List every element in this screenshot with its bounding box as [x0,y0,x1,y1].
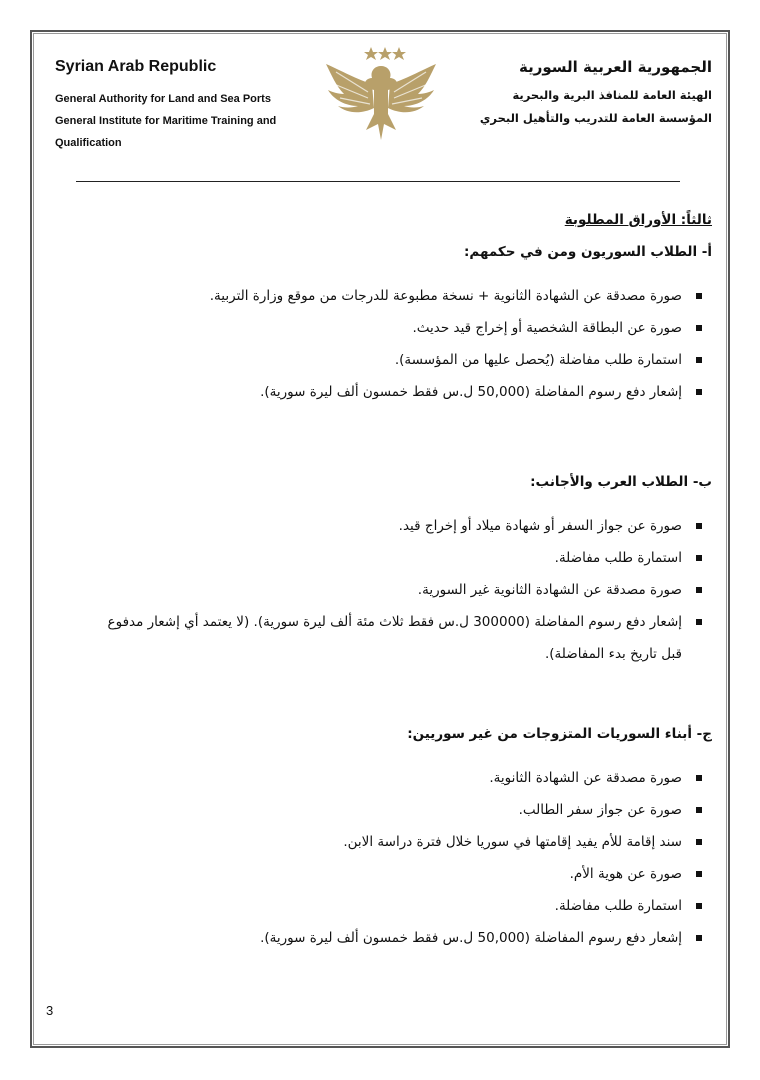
list-item-text: إشعار دفع رسوم المفاضلة (50,000 ل.س فقط خمسون ألف ليرة سورية). [260,384,682,400]
list-item-text: استمارة طلب مفاضلة. [554,550,682,566]
bullet-icon [696,587,702,593]
list-item [92,542,712,574]
list-item-text: سند إقامة للأم يفيد إقامتها في سوريا خلال فترة دراسة الابن. [343,834,682,850]
list-item [92,312,712,344]
list-syrian [92,280,712,408]
bullet-icon [696,357,702,363]
bullet-icon [696,389,702,395]
bullet-icon [696,935,702,941]
header-ar-line2: المؤسسة العامة للتدريب والتأهيل البحري [479,111,712,125]
bullet-icon [696,555,702,561]
list-item [92,344,712,376]
list-item-text: صورة عن البطاقة الشخصية أو إخراج قيد حديث. [412,320,682,336]
bullet-icon [696,619,702,625]
list-item [92,826,712,858]
list-foreign [92,510,712,670]
group-title-syrian: أ- الطلاب السوريون ومن في حكمهم: [463,244,712,260]
list-item [92,510,712,542]
section-title: ثالثاً: الأوراق المطلوبة [564,212,712,228]
list-item [92,858,712,890]
list-item-text: صورة مصدقة عن الشهادة الثانوية + نسخة مطبوعة للدرجات من موقع وزارة التربية. [209,288,682,304]
bullet-icon [696,871,702,877]
list-item-text: صورة مصدقة عن الشهادة الثانوية. [489,770,682,786]
list-item [92,890,712,922]
bullet-icon [696,807,702,813]
header-en-line2: General Institute for Maritime Training and Qualification [55,115,277,149]
header-ar-title: الجمهورية العربية السورية [519,58,712,76]
list-item [92,574,712,606]
bullet-icon [696,293,702,299]
list-item-text: استمارة طلب مفاضلة. [554,898,682,914]
list-item [92,280,712,312]
header-ar-line1: الهيئة العامة للمنافذ البرية والبحرية [512,88,712,102]
page-number: 3 [46,1003,54,1018]
list-item [92,606,712,670]
bullet-icon [696,325,702,331]
bullet-icon [696,775,702,781]
list-item-text: صورة مصدقة عن الشهادة الثانوية غير السورية. [417,582,682,598]
header-english [55,58,325,154]
list-item-text: صورة عن جواز سفر الطالب. [518,802,682,818]
document-body [92,206,712,954]
list-item-text: إشعار دفع رسوم المفاضلة (300000 ل.س فقط ثلاث مئة ألف ليرة سورية). (لا يعتمد أي إشعار مدفوع قبل تاريخ بدء المفاضلة). [107,614,682,662]
header-divider [76,181,680,182]
list-item-text: صورة عن جواز السفر أو شهادة ميلاد أو إخراج قيد. [398,518,682,534]
eagle-emblem-icon [322,44,440,148]
header-en-title: Syrian Arab Republic [55,58,217,75]
header-arabic [472,58,712,130]
group-title-foreign: ب- الطلاب العرب والأجانب: [530,474,712,490]
list-item [92,794,712,826]
list-item [92,376,712,408]
bullet-icon [696,523,702,529]
list-item-text: إشعار دفع رسوم المفاضلة (50,000 ل.س فقط خمسون ألف ليرة سورية). [260,930,682,946]
group-title-mothers: ج- أبناء السوريات المتزوجات من غير سوريين: [407,726,712,742]
bullet-icon [696,839,702,845]
header-en-line1: General Authority for Land and Sea Ports [55,93,271,105]
list-item [92,922,712,954]
list-item [92,762,712,794]
list-item-text: استمارة طلب مفاضلة (يُحصل عليها من المؤسسة). [394,352,682,368]
list-mothers [92,762,712,954]
bullet-icon [696,903,702,909]
list-item-text: صورة عن هوية الأم. [569,866,682,882]
